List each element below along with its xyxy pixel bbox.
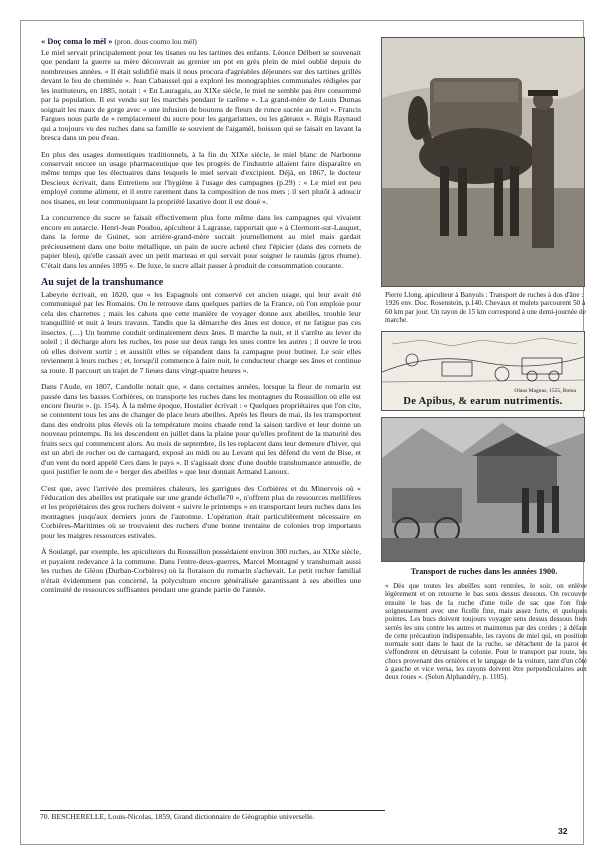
pronunciation: (pron. dous coumo lou mèl) xyxy=(114,37,197,46)
photo-caption-transport: Transport de ruches dans les années 1900. xyxy=(410,566,558,576)
footnote: 70. BESCHERELLE, Louis-Nicolas, 1859, Grand dictionnaire de Géographie universelle. xyxy=(40,812,315,821)
heading-text: « Doç coma lo mèl » xyxy=(41,37,113,46)
quote-block: « Dès que toutes les abeilles sont rentrées, le soir, on enlève légèrement et on retourne le bas sens dessus dessous. On recouvre ensuite le bas de la ruche d'une toile de sac que l'on fixe soigneusement avec une ficelle fine, mais assez forte, et quelques pointes. Les bucs doivent toujours voyager sens dessus dessous bien serrés les uns contre les autres et maintenus par des cordes ; à défaut de cette précaution indispensable, les rayons de miel qui, en position normale sont dans le haut de la ruche, se détachent de la paroi et s'effondrent en détruisant la colonie. Pour le transport par route, les chocs provenant des ornières et le tangage de la voiture, tant d'un côté à gauche et vice versa, les rayons doivent être perpendiculaires aux deux roues ». (Selon Alphandéry, p. 1105). xyxy=(385,582,587,682)
photo-caption-donkey: Pierre Llong, apiculteur à Banyuls : Transport de ruches à dos d'âne : 1926 env. Doc. Rosenstein, p.140. Chevaux et mulets parcourent 50 à 60 km par jour. Un rayon de 15 km correspond à une demi-journée de marche. xyxy=(385,291,586,325)
donkey-illustration xyxy=(382,38,584,286)
engraving-title: De Apibus, & earum nutrimentis. xyxy=(403,395,563,407)
main-column xyxy=(41,37,361,602)
paragraph: En plus des usages domestiques traditionnels, à la fin du XIXe siècle, le miel blanc de Narbonne conservait encore un usage pharmaceutique que les progrès de l'industrie allaient faire disparaître en même temps que les électuaires dans lesquels le miel servait d'excipient. Déjà, en 1867, le docteur Descieux écrivait, dans Entretiens sur l'hygiène à l'usage des campagnes (p.29) : « Le miel est peu employé comme aliment, et il entre rarement dans la composition de nos mets ; il sert plutôt à adoucir nos tisanes, en leur communiquant la propriété laxative dont il est doué ». xyxy=(41,149,361,206)
paragraph: Dans l'Aude, en 1807, Candolle notait que, « dans certaines années, lorsque la fleur de romarin est passée dans les basses Corbières, on transporte les ruches dans les montagnes du Roussillon où elle est encore fleurie ». (p. 154). À la même époque, Hostalier écrivait : « Quelques propriétaires que l'on cite, se contentent tous les ans de changer de place leurs abeilles. Après les fleurs de mai, ils les transportent dans des endroits plus élevés où la température moins chaude rend la saison tardive et leur donne un nouveau printemps. Ils les descendent en juillet dans la plaine pour qu'elles profitent de la maturité des fruits secs qui commencent alors. Au mois de septembre, ils les replacent dans leur demeure d'hiver, qui est un abri de rocher ou de carnagard, exposé au midi ou au Levant qui les défend du vent de Bise, et d'un vent du nord appelé Cers dans le pays ». Il s'agissait donc d'une double transhumance annuelle, de quoi justifier le nom de « berger des abeilles » que leur donnait Armand Lanoux. xyxy=(41,382,361,477)
section-heading-transhumance: Au sujet de la transhumance xyxy=(41,276,164,288)
paragraph: La concurrence du sucre se faisait effectivement plus forte même dans les campagnes qui vivaient encore en autarcie. Henri-Jean Poudou, apiculteur à Lagrasse, rapportait que « à Clermont-sur-Lauquet, dans la ferme de Guinet, son arrière-grand-mère sucrait journellement au miel mais gardait précieusement dans une boite métallique, un pain de sucre acheté chez l'épicier (dans des cornets de papier bleu), qu'elle cassait avec un petit marteau et qui servait pour soigner le raumàs (gros rhume). C'était dans les années 1895 ». De luxe, le sucre allait passer à produit de consommation courante. xyxy=(41,213,361,270)
paragraph: À Soulatgé, par exemple, les apiculteurs du Roussillon possédaient environ 300 ruches, au XIXe siècle, et payaient redevance à la commune. Dans l'entre-deux-guerres, Marcel Montagné y transhumait aussi les ruches de Gléon (Durban-Corbières) où la floraison du romarin s'achevait. Le petit rucher familial n'était évidemment pas concerné, la polyculture encore généralisée garantissant à ses abeilles une continuité de ressources suffisantes pendant une grande partie de l'année. xyxy=(41,547,361,595)
footnote-rule xyxy=(40,810,385,811)
transport-photo xyxy=(381,417,585,562)
page-number: 32 xyxy=(558,826,568,836)
sidebar-column xyxy=(381,37,587,682)
engraving-credit: Olaus Magnus, 1555, Roma xyxy=(514,387,576,394)
donkey-photo xyxy=(381,37,585,287)
transport-illustration xyxy=(382,418,584,561)
section-heading-doc-coma xyxy=(41,37,361,46)
engraving-image xyxy=(381,331,585,411)
paragraph: C'est que, avec l'arrivée des premières chaleurs, les garrigues des Corbières et du Minervois où « l'éducation des abeilles est pratiquée sur une grande échelle70 », n'offrent plus de ressources mellifères et les propriétaires des gros ruchers doivent « suivre le printemps » en transportant leurs ruches dans les montagnes jusqu'aux derniers jours de l'automne. L'opération était particulièrement nécessaire en Corbières-Maritimes où se trouvaient des ruchers d'une bonne trentaine de colonies trop importants pour les maigres ressources estivales. xyxy=(41,483,361,540)
paragraph: Labeyrie écrivait, en 1820, que « les Espagnols ont conservé cet ancien usage, qui leur avait été communiqué par les Romains. On le retrouve dans quelques parties de la France, où l'on emploie pour cela des charrettes ; mais les cahots que cette manière de voyager donne aux abeilles, trouble leur tranquillité et nuit à leurs travaux. Tandis que la démarche des ânes est douce, et ne fatigue pas ces insectes. (…) Un homme conduit ordinairement deux ânes. Il marche la nuit, et il s'arrête au lever du soleil ; il décharge alors les ruches, les pose sur deux rangs les unes contre les autres ; il ouvre le trou où elles doivent sortir ; et aussitôt elles se répandent dans la campagne pour butiner. Le soir elles reviennent à leurs ruches ; et, lorsqu'il commence à faire nuit, le conducteur charge ses ânes et continue sa route. Il parcourt un trajet de 7 lieues dans vingt-quatre heures ». xyxy=(41,289,361,375)
paragraph: Le miel servait principalement pour les tisanes ou les tartines des enfants. Léonce Délbert se souvenait que pendant la guerre sa mère découvrait au grenier un pot en grès plein de miel oublié depuis de nombreuses années. « Il était solidifié mais il nous procura d'agréables déjeuners sur des tartines grillés devant le feu de cheminée ». Jean Cabaussel qui a exploré les monographies communales rédigées par les instituteurs, en 1885, notait : « En Lauragais, au XIXe siècle, le miel ne semble pas être consommé par la population. Il est vendu sur les marchés pendant le carême ». La grand-mère de Louis Dumas soignait les maux de gorge avec « une infusion de boutons de fleurs de ronce sucrée au miel ». Francis Fargues nous parle de « remplacement du sucre pour les gargarismes, ou les gâteaux ». Régis Raynaud qui a toujours vu des ruches dans sa famille se souvient de l'aigamèl, boisson qui se faisait en lavant la bresca dans un peu d'eau. xyxy=(41,48,361,143)
